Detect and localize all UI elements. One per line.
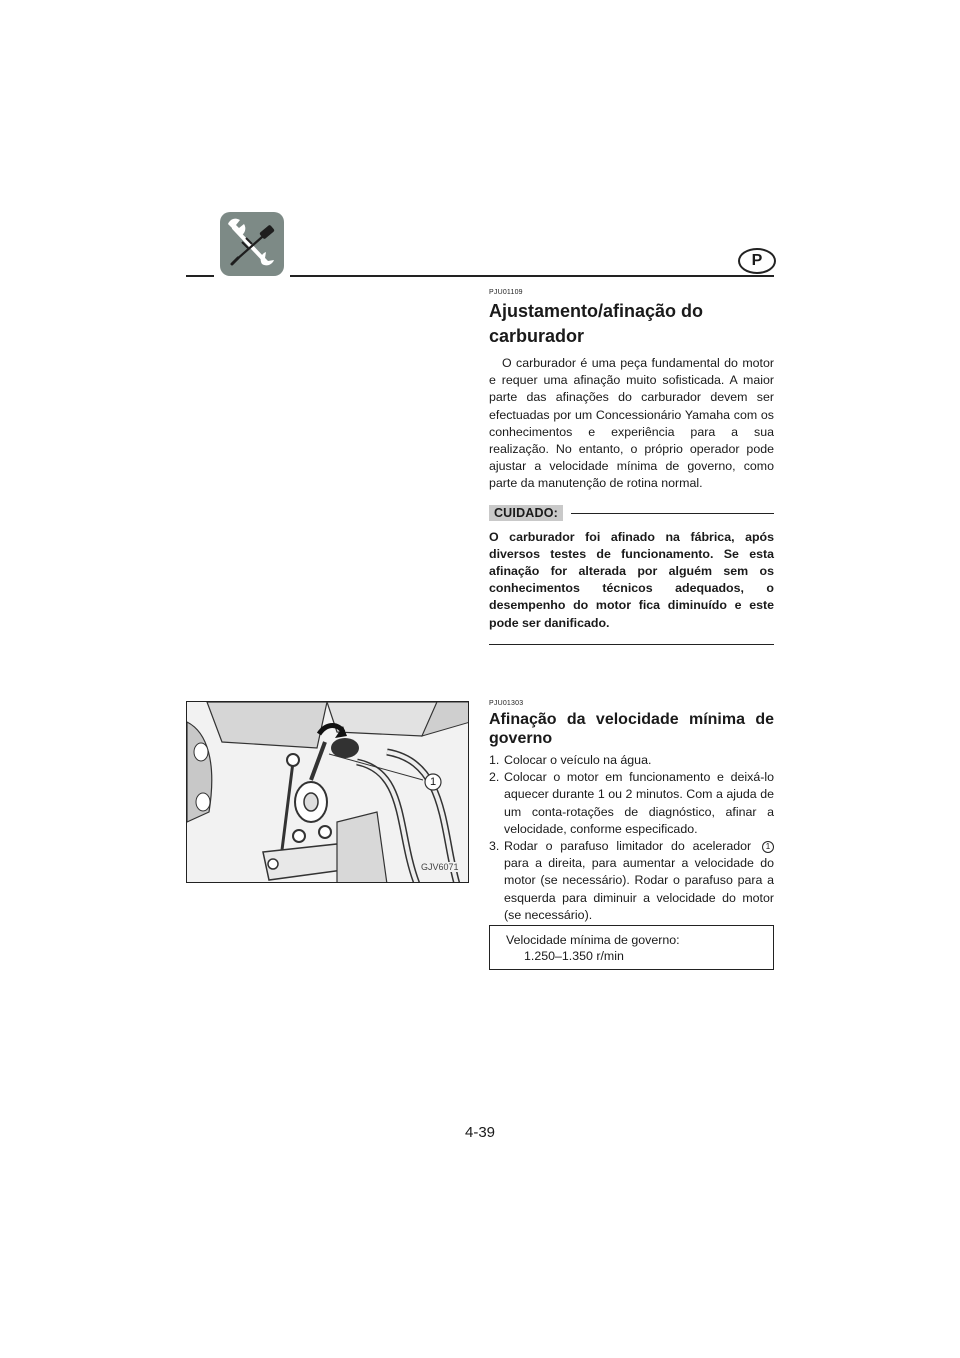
list-item (489, 752, 774, 769)
section-code: PJU01109 (489, 289, 523, 296)
list-item (489, 769, 774, 838)
step-number: 3. (489, 839, 500, 854)
section-carburetor-adjustment (489, 289, 774, 645)
spec-value: 1.250–1.350 r/min (524, 949, 624, 963)
specification-box (489, 925, 774, 970)
section-code: PJU01303 (489, 700, 524, 707)
section-title-line1: Ajustamento/afinação do (489, 301, 704, 321)
caution-header (489, 505, 774, 521)
list-item (489, 838, 774, 924)
section-title: Afinação da velocidade mínima de governo (489, 711, 774, 747)
steps-list (489, 752, 774, 924)
caution-end-rule (489, 644, 774, 645)
caution-text: O carburador foi afinado na fábrica, após diversos testes de funcionamento. Se esta afinação for alterada por alguém sem os conhecimentos técnicos adequados, o desempenho do motor fica diminuído e este pode ser danificado. (489, 529, 774, 630)
section-title-line2: carburador (489, 326, 585, 346)
header-rule-left (186, 275, 214, 277)
caution-rule (571, 513, 774, 514)
section-title (489, 299, 774, 349)
section-paragraph: O carburador é uma peça fundamental do motor e requer uma afinação muito sofisticada. A maior parte das afinações do carburador devem ser efectuadas por um Concessionário Yamaha com os conhecimentos e experiência para a sua realização. No entanto, o próprio operador pode ajustar a velocidade mínima de governo, como parte da manutenção de rotina normal. (489, 356, 774, 491)
figure-callout-1: 1 (429, 776, 437, 788)
step-text-before: Rodar o parafuso limitador do acelerador (504, 839, 752, 854)
step-number: 1. (489, 753, 500, 767)
step-text: Colocar o veículo na água. (504, 753, 652, 767)
figure-code: GJV6071 (421, 862, 459, 872)
step-text: Colocar o motor em funcionamento e deixá-lo aquecer durante 1 ou 2 minutos. Com a ajuda de um conta-rotações de diagnóstico, afinar a velocidade, conforme especificado. (504, 770, 774, 836)
step-callout-badge: 1 (762, 841, 774, 853)
step-number: 2. (489, 770, 500, 785)
section-idle-speed-adjustment (489, 700, 774, 924)
spec-label: Velocidade mínima de governo: (506, 933, 680, 947)
carburator-illustration (186, 701, 469, 883)
tools-icon (220, 212, 284, 276)
step-text-after: para a direita, para aumentar a velocidade do motor (se necessário). Rodar o parafuso para a esquerda para diminuir a velocidade do motor (se necessário). (504, 856, 774, 922)
page-number: 4-39 (464, 1124, 496, 1141)
engine-drawing (187, 702, 469, 883)
caution-label: CUIDADO: (489, 505, 563, 521)
language-badge: P (738, 248, 776, 274)
header-rule-right (290, 275, 774, 277)
